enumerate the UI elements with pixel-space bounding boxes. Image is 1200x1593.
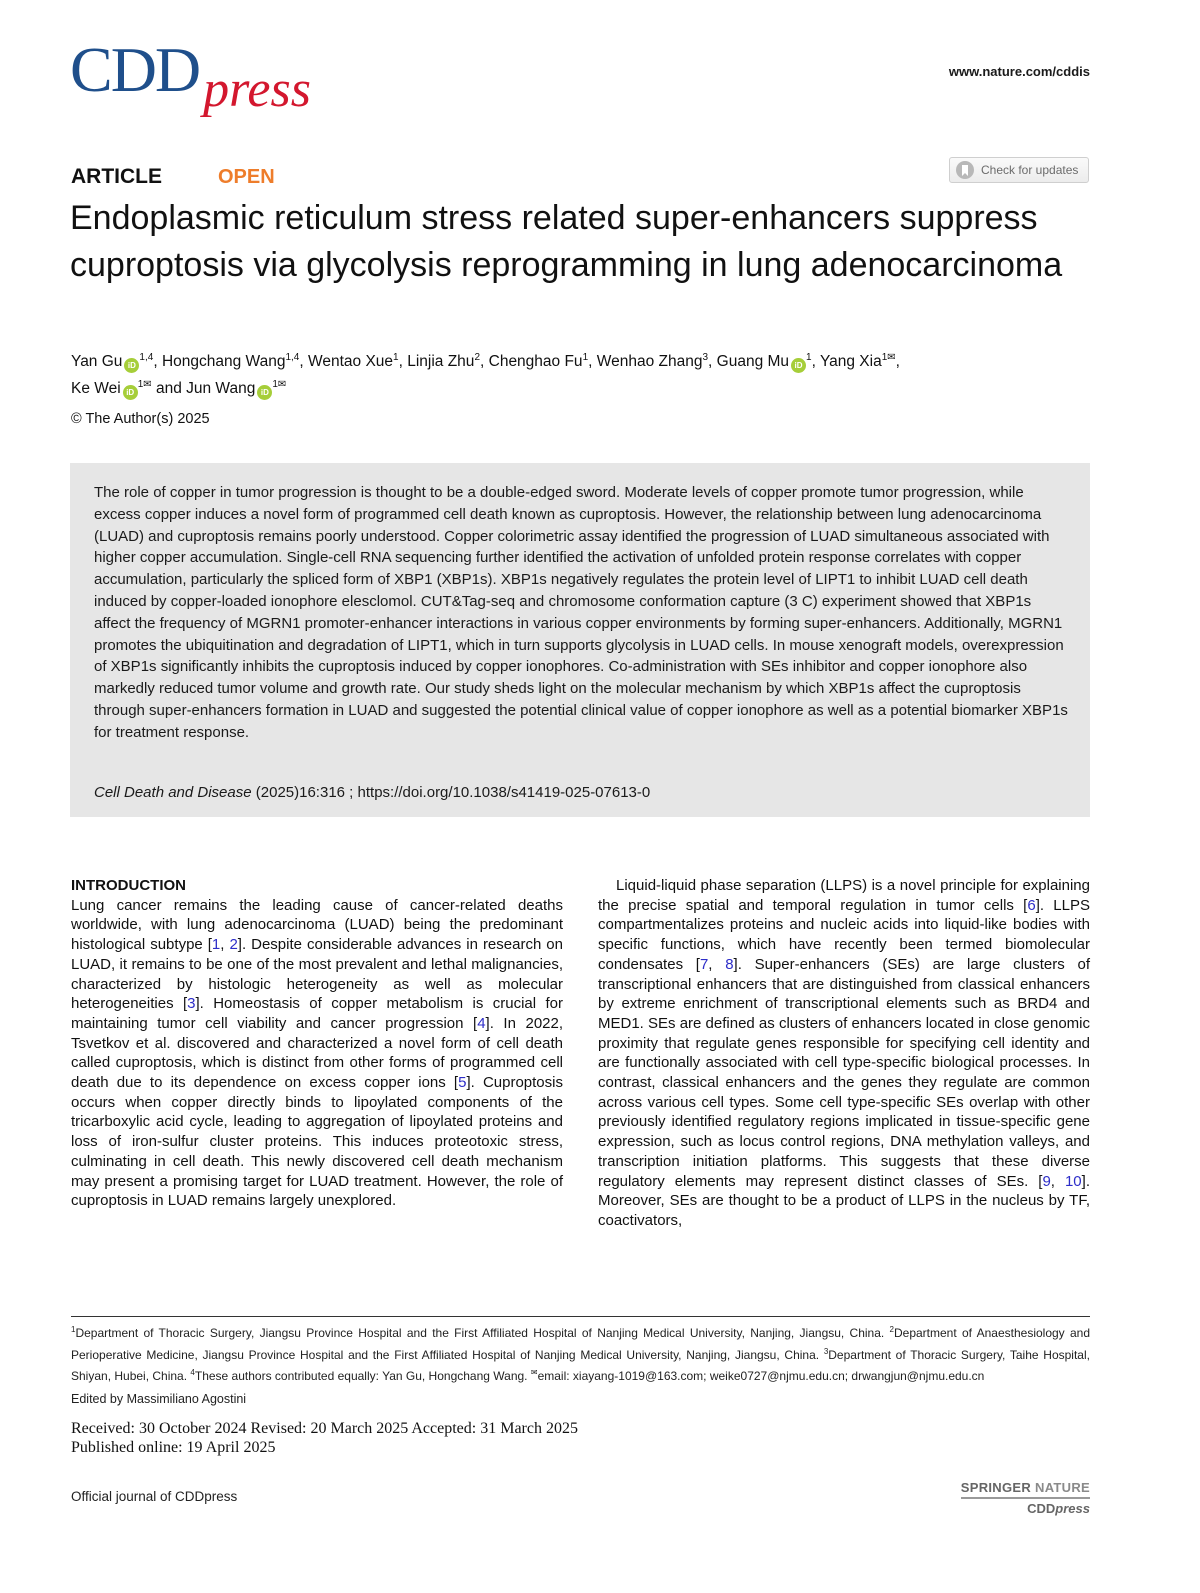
reference-link[interactable]: 1: [211, 936, 221, 954]
affiliation-text: Department of Thoracic Surgery, Taihe Hospital, Shiyan, Hubei, China.: [71, 1347, 1090, 1383]
author-name[interactable]: Guang Mu: [716, 353, 790, 371]
author-name[interactable]: Jun Wang: [186, 380, 256, 398]
logo-accent: press: [203, 61, 311, 118]
author-affiliation-sup: 1: [806, 352, 812, 363]
article-type-label: ARTICLE: [71, 165, 162, 188]
publisher-logo-rule: [961, 1497, 1090, 1499]
publisher-name-a: SPRINGER: [960, 1480, 1032, 1495]
orcid-icon[interactable]: iD: [123, 385, 138, 400]
author-affiliation-sup: 1: [393, 352, 399, 363]
author-name[interactable]: Wentao Xue: [308, 353, 394, 371]
orcid-icon[interactable]: iD: [124, 358, 139, 373]
publisher-sub-a: CDD: [1027, 1501, 1056, 1516]
footnote-divider: [71, 1316, 1090, 1317]
body-column-right: [598, 876, 1090, 1231]
affiliation-sup: 3: [823, 1346, 829, 1356]
introduction-paragraph-2: Liquid-liquid phase separation (LLPS) is a novel principle for explaining the precise spatial and temporal regulation in tumor cells [6]. LLPS compartmentalizes proteins and nucleic acids into liquid-like bodies with specific functions, which have recently been termed biomolecular condensates [7, 8]. Super-enhancers (SEs) are large clusters of transcriptional enhancers that are distinguished from classical enhancers by extreme enrichment of transcriptional elements such as BRD4 and MED1. SEs are defined as clusters of enhancers located in close genomic proximity that regulate genes responsible for specifying cell identity and are functionally associated with cell type-specific biological processes. In contrast, classical enhancers and the genes they regulate are common across various cell types. Some cell type-specific SEs overlap with other previously identified regulatory regions implicated in tissue-specific gene expression, such as locus control regions, DNA methylation valleys, and transcription initiation platforms. This suggests that these diverse regulatory elements may represent distinct classes of SEs. [9, 10]. Moreover, SEs are thought to be a product of LLPS in the nucleus by TF, coactivators,: [598, 877, 1090, 1229]
citation-separator: ;: [345, 784, 358, 801]
author-name[interactable]: Hongchang Wang: [161, 353, 286, 371]
reference-link[interactable]: 8: [725, 955, 734, 973]
author-affiliation-sup: 1: [137, 379, 144, 391]
affiliation-sup: 2: [889, 1325, 894, 1334]
author-name[interactable]: Linjia Zhu: [407, 353, 475, 371]
author-affiliation-sup: 1: [272, 379, 278, 391]
reference-link[interactable]: 9: [1042, 1172, 1051, 1190]
check-for-updates-button[interactable]: [949, 157, 1089, 183]
body-column-left: [71, 876, 563, 1211]
dates-published-online: Published online: 19 April 2025: [71, 1439, 276, 1456]
springer-nature-logo: [961, 1480, 1090, 1516]
logo-main: CDD: [70, 34, 200, 105]
official-journal-label: Official journal of CDDpress: [71, 1489, 238, 1504]
article-title: Endoplasmic reticulum stress related super-enhancers suppress cuproptosis via glycolysis reprogramming in lung adenocarcinoma: [70, 199, 1063, 284]
affiliation-sup: 4: [190, 1368, 195, 1377]
author-affiliation-sup: 2: [474, 352, 480, 363]
publication-dates: [71, 1419, 578, 1457]
introduction-paragraph-1: Lung cancer remains the leading cause of cancer-related deaths worldwide, with lung adenocarcinoma (LUAD) being the predominant histological subtype [1, 2]. Despite considerable advances in research on LUAD, it remains to be one of the most prevalent and lethal malignancies, characterized by histologic heterogeneity as well as molecular heterogeneities [3]. Homeostasis of copper metabolism is crucial for maintaining tumor cell viability and cancer progression [4]. In 2022, Tsvetkov et al. discovered and characterized a novel form of cell death called cuproptosis, which is distinct from other forms of programmed cell death due to its dependence on excess copper ions [5]. Cuproptosis occurs when copper directly binds to lipoylated components of the tricarboxylic acid cycle, leading to aggregation of lipoylated proteins and loss of iron-sulfur cluster proteins. This induces proteotoxic stress, culminating in cell death. This newly discovered cell death mechanism may present a promising target for LUAD treatment. However, the role of cuproptosis in LUAD remains largely unexplored.: [71, 896, 564, 1210]
dates-received-revised-accepted: Received: 30 October 2024 Revised: 20 March 2025 Accepted: 31 March 2025: [71, 1420, 578, 1437]
reference-link[interactable]: 5: [458, 1074, 467, 1092]
reference-link[interactable]: 4: [477, 1014, 486, 1032]
author-name[interactable]: Chenghao Fu: [488, 353, 583, 371]
reference-link[interactable]: 2: [229, 936, 238, 954]
section-heading-introduction: INTRODUCTION: [71, 877, 186, 894]
bookmark-icon: [956, 161, 974, 179]
author-affiliation-sup: 3: [702, 352, 709, 363]
doi-link[interactable]: https://doi.org/10.1038/s41419-025-07613-0: [357, 784, 651, 801]
edited-by: Edited by Massimiliano Agostini: [71, 1392, 247, 1406]
affiliation-sup: ✉: [530, 1368, 538, 1377]
author-affiliation-sup: 1: [881, 352, 888, 363]
affiliations-footnote: [71, 1321, 1090, 1386]
author-affiliation-sup: 1: [582, 352, 589, 363]
affiliation-text: Department of Thoracic Surgery, Jiangsu Province Hospital and the First Affiliated Hospital of Nanjing Medical University, Nanjing, Jiangsu, China.: [75, 1326, 890, 1340]
check-for-updates-label: Check for updates: [981, 163, 1079, 177]
author-name[interactable]: Yang Xia: [819, 353, 882, 371]
orcid-icon[interactable]: iD: [257, 385, 272, 400]
affiliation-text: These authors contributed equally: Yan Gu, Hongchang Wang.: [194, 1369, 531, 1383]
reference-link[interactable]: 10: [1064, 1172, 1082, 1190]
citation-line: [94, 784, 650, 801]
author-list: Yan Gu iD$^{1,4}$, Hongchang Wang$^{1,4}$, Wentao Xue$^1$, Linjia Zhu$^2$, Chenghao Fu$^1$, Wenhao Zhang$^3$, Guang Mu $iD^1$, Yang Xia$^{1✉}$, Ke Wei $iD^{1✉}$ and Jun Wang $iD^{1✉}$: [71, 346, 1101, 400]
journal-url-link[interactable]: www.nature.com/cddis: [948, 64, 1090, 79]
reference-link[interactable]: 7: [699, 955, 709, 973]
affiliation-text: email: xiayang-1019@163.com; weike0727@njmu.edu.cn; drwangjun@njmu.edu.cn: [537, 1369, 985, 1383]
reference-link[interactable]: 6: [1027, 896, 1036, 914]
cddpress-logo: [70, 22, 311, 118]
affiliation-text: Department of Anaesthesiology and Perioperative Medicine, Jiangsu Province Hospital and the First Affiliated Hospital of Nanjing Medical University, Nanjing, Jiangsu, China.: [71, 1326, 1090, 1362]
copyright-notice: © The Author(s) 2025: [71, 411, 210, 427]
citation-journal: Cell Death and Disease: [94, 784, 252, 801]
author-affiliation-sup: 1,4: [285, 352, 300, 363]
author-name[interactable]: Wenhao Zhang: [596, 353, 703, 371]
open-access-label: OPEN: [218, 166, 275, 188]
email-icon[interactable]: ✉: [277, 379, 287, 391]
author-name[interactable]: Ke Wei: [71, 380, 121, 398]
publisher-sub-b: press: [1055, 1501, 1090, 1516]
email-icon[interactable]: ✉: [143, 379, 152, 391]
email-icon[interactable]: ✉: [887, 352, 896, 363]
abstract-text: The role of copper in tumor progression is thought to be a double-edged sword. Moderate levels of copper promote tumor progression, while excess copper induces a novel form of programmed cell death known as cuproptosis. However, the relationship between lung adenocarcinoma (LUAD) and cuproptosis remains poorly understood. Copper colorimetric assay identified the progression of LUAD simultaneous associated with higher copper accumulation. Single-cell RNA sequencing further identified the activation of unfolded protein response correlates with copper accumulation, particularly the spliced form of XBP1 (XBP1s). XBP1s negatively regulates the protein level of LIPT1 to inhibit LUAD cell death induced by copper-loaded ionophore elesclomol. CUT&Tag-seq and chromosome conformation capture (3 C) experiment showed that XBP1s affect the frequency of MGRN1 promoter-enhancer interactions in various copper environments by forming super-enhancers. Additionally, MGRN1 promotes the ubiquitination and degradation of LIPT1, which in turn supports glycolysis in LUAD cells. In mouse xenograft models, overexpression of XBP1s significantly inhibits the cuproptosis induced by copper ionophores. Co-administration with SEs inhibitor and copper ionophore also markedly reduced tumor volume and growth rate. Our study sheds light on the molecular mechanism by which XBP1s affect the cuproptosis through super-enhancers formation in LUAD and suggested the potential clinical value of copper ionophore as well as a potential biomarker XBP1s for treatment response.: [94, 484, 1068, 741]
orcid-icon[interactable]: iD: [791, 358, 806, 373]
affiliation-sup: 1: [71, 1325, 76, 1334]
reference-link[interactable]: 3: [187, 995, 196, 1013]
author-name[interactable]: Yan Gu: [71, 353, 123, 371]
publisher-name-b: NATURE: [1035, 1480, 1090, 1495]
author-affiliation-sup: 1,4: [139, 352, 154, 363]
citation-volume: (2025)16:316: [251, 784, 345, 801]
